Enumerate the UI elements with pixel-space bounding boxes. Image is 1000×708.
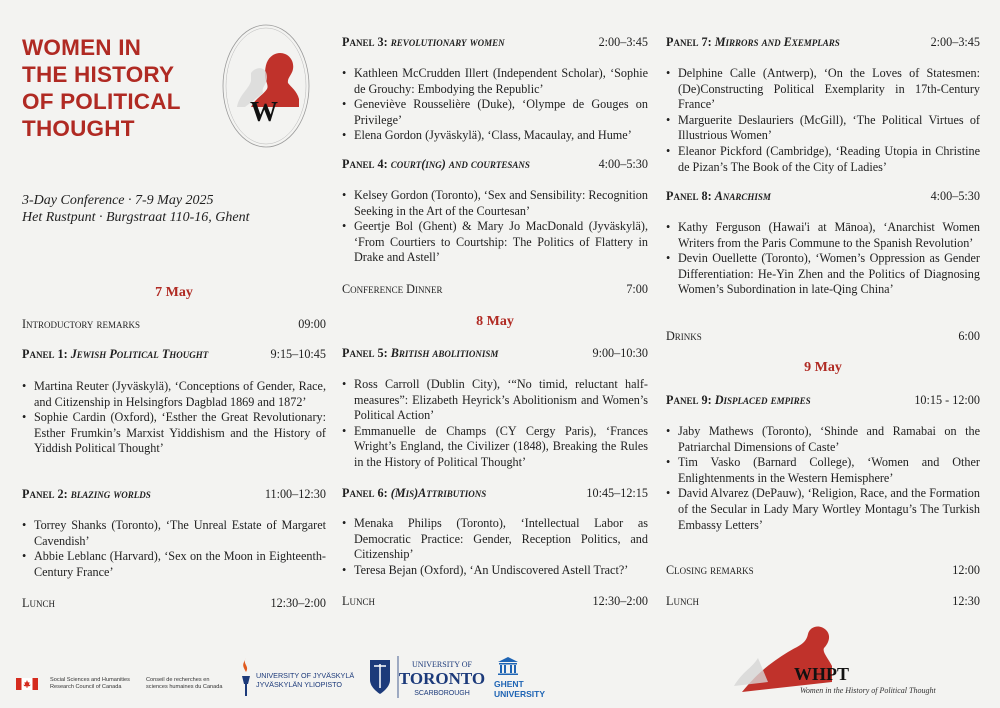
talk-item: • Marguerite Deslauriers (McGill), ‘The Political Virtues of Illustrious Women’ bbox=[666, 113, 980, 144]
panel-title: revolutionary women bbox=[390, 35, 505, 49]
panel-8-talks bbox=[666, 220, 980, 298]
toronto-line: TORONTO bbox=[398, 669, 486, 688]
talk-item: • Geertje Bol (Ghent) & Mary Jo MacDonald (Jyväskylä), ‘From Courtiers to Courtship: The Politics of Flattery in Drake and Astell’ bbox=[342, 219, 648, 266]
item-label: Lunch bbox=[342, 594, 375, 608]
ghent-building-icon bbox=[496, 656, 520, 676]
panel-title: Displaced empires bbox=[714, 393, 811, 407]
sshrc-name-fr bbox=[146, 677, 223, 691]
ghent-line: UNIVERSITY bbox=[494, 689, 546, 699]
panel-number: Panel 8: bbox=[666, 189, 715, 203]
conference-venue: Het Rustpunt · Burgstraat 110-16, Ghent bbox=[22, 210, 250, 225]
item-time: 09:00 bbox=[298, 317, 326, 331]
talk-item: • Geneviève Rousselière (Duke), ‘Olympe de Gouges on Privilege’ bbox=[342, 97, 648, 128]
panel-title: court(ing) and courtesans bbox=[390, 157, 530, 171]
panel-number: Panel 3: bbox=[342, 35, 391, 49]
talk-item: • Martina Reuter (Jyväskylä), ‘Conceptions of Gender, Race, and Citizenship in Helsingfors Dagblad 1869 and 1872’ bbox=[22, 379, 326, 410]
talk-item: • Devin Ouellette (Toronto), ‘Women’s Oppression as Gender Differentiation: He-Yin Zhen and the Politics of Diagnosing Women’s Subordination in late-Qing China’ bbox=[666, 251, 980, 298]
panel-heading-8 bbox=[666, 189, 980, 204]
schedule-item-closing bbox=[666, 563, 980, 578]
talk-item: • Jaby Mathews (Toronto), ‘Shinde and Ramabai on the Patriarchal Dimensions of Caste’ bbox=[666, 424, 980, 455]
ghent-logo bbox=[494, 656, 554, 702]
item-label: Lunch bbox=[22, 596, 55, 610]
talk-item: • Menaka Philips (Toronto), ‘Intellectual Labor as Democratic Practice: Gender, Reception Politics, and Citizenship’ bbox=[342, 516, 648, 563]
talk-item: • Delphine Calle (Antwerp), ‘On the Loves of Statesmen: (De)Constructing Political Exemplarity in 17th-Century France’ bbox=[666, 66, 980, 113]
item-time: 12:30–2:00 bbox=[592, 594, 648, 608]
panel-time: 4:00–5:30 bbox=[598, 157, 648, 171]
day-heading: 8 May bbox=[476, 314, 514, 329]
talk-item: • Torrey Shanks (Toronto), ‘The Unreal Estate of Margaret Cavendish’ bbox=[22, 518, 326, 549]
item-label: Closing remarks bbox=[666, 563, 754, 577]
panel-title: Anarchism bbox=[714, 189, 771, 203]
panel-heading-9 bbox=[666, 393, 980, 408]
item-label: Drinks bbox=[666, 329, 702, 343]
jyvaskyla-name bbox=[256, 671, 354, 689]
title-line: OF POLITICAL bbox=[22, 89, 181, 114]
sponsor-line: Conseil de recherches en bbox=[146, 677, 210, 683]
schedule-item-intro bbox=[22, 317, 326, 332]
schedule-item-lunch bbox=[666, 594, 980, 609]
item-time: 6:00 bbox=[958, 329, 980, 343]
panel-4-talks bbox=[342, 188, 648, 266]
talk-item: • Kelsey Gordon (Toronto), ‘Sex and Sensibility: Recognition Seeking in the Art of the Courtesan’ bbox=[342, 188, 648, 219]
conference-title bbox=[22, 34, 222, 142]
item-label: Introductory remarks bbox=[22, 317, 140, 331]
sponsor-line: Research Council of Canada bbox=[50, 684, 122, 690]
panel-3-talks bbox=[342, 66, 648, 144]
item-label: Lunch bbox=[666, 594, 699, 608]
talk-item: • Tim Vasko (Barnard College), ‘Women and Other Enlightenments in the Western Hemisphere’ bbox=[666, 455, 980, 486]
whpt-abbreviation: WHPT bbox=[794, 664, 850, 684]
whpt-emblem-logo bbox=[221, 23, 311, 149]
title-line: THE HISTORY bbox=[22, 62, 175, 87]
sponsor-line: UNIVERSITY OF JYVÄSKYLÄ bbox=[256, 671, 355, 680]
panel-heading-3 bbox=[342, 35, 648, 50]
ghent-line: GHENT bbox=[494, 679, 524, 689]
panel-number: Panel 9: bbox=[666, 393, 715, 407]
panel-7-talks bbox=[666, 66, 980, 175]
panel-number: Panel 7: bbox=[666, 35, 715, 49]
item-time: 7:00 bbox=[626, 282, 648, 296]
talk-item: • Elena Gordon (Jyväskylä), ‘Class, Macaulay, and Hume’ bbox=[342, 128, 648, 144]
panel-heading-4 bbox=[342, 157, 648, 172]
sponsor-line: JYVÄSKYLÄN YLIOPISTO bbox=[256, 680, 343, 689]
panel-title: Jewish Political Thought bbox=[70, 347, 209, 361]
panel-9-talks bbox=[666, 424, 980, 533]
panel-heading-5 bbox=[342, 346, 648, 361]
panel-title: blazing worlds bbox=[70, 487, 151, 501]
canada-flag-icon bbox=[16, 678, 38, 690]
sponsor-line: Social Sciences and Humanities bbox=[50, 677, 130, 683]
toronto-line: SCARBOROUGH bbox=[414, 690, 470, 697]
panel-number: Panel 2: bbox=[22, 487, 71, 501]
emblem-letter: W bbox=[250, 97, 278, 128]
panel-number: Panel 5: bbox=[342, 346, 391, 360]
talk-item: • Sophie Cardin (Oxford), ‘Esther the Great Revolutionary: Esther Frumkin’s Marxist Yiddishism and the History of Yiddish Political Thought’ bbox=[22, 410, 326, 457]
panel-heading-2 bbox=[22, 487, 326, 502]
whpt-footer-logo bbox=[728, 622, 988, 698]
sponsor-line: sciences humaines du Canada bbox=[146, 684, 223, 690]
title-line: THOUGHT bbox=[22, 116, 135, 141]
item-time: 12:30–2:00 bbox=[270, 596, 326, 610]
talk-item: • Eleanor Pickford (Cambridge), ‘Reading Utopia in Christine de Pizan’s The Book of the City of Ladies’ bbox=[666, 144, 980, 175]
panel-time: 2:00–3:45 bbox=[930, 35, 980, 49]
panel-6-talks bbox=[342, 516, 648, 578]
toronto-line: UNIVERSITY OF bbox=[412, 660, 472, 669]
talk-item: • Ross Carroll (Dublin City), ‘“No timid, reluctant half-measures”: Elizabeth Heyrick’s Abolitionism and Women’s Political Action’ bbox=[342, 377, 648, 424]
schedule-item-lunch bbox=[22, 596, 326, 611]
sshrc-name-en bbox=[50, 677, 130, 691]
conference-dates: 3-Day Conference · 7-9 May 2025 bbox=[22, 193, 214, 208]
panel-time: 9:00–10:30 bbox=[592, 346, 648, 360]
panel-number: Panel 1: bbox=[22, 347, 71, 361]
day-heading: 7 May bbox=[155, 285, 193, 300]
schedule-item-lunch bbox=[342, 594, 648, 609]
panel-5-talks bbox=[342, 377, 648, 471]
panel-time: 10:45–12:15 bbox=[586, 486, 648, 500]
talk-item: • Abbie Leblanc (Harvard), ‘Sex on the Moon in Eighteenth-Century France’ bbox=[22, 549, 326, 580]
panel-number: Panel 4: bbox=[342, 157, 391, 171]
panel-heading-6 bbox=[342, 486, 648, 501]
item-time: 12:00 bbox=[952, 563, 980, 577]
panel-2-talks bbox=[22, 518, 326, 580]
talk-item: • Teresa Bejan (Oxford), ‘An Undiscovered Astell Tract?’ bbox=[342, 563, 648, 579]
schedule-item-drinks bbox=[666, 329, 980, 344]
talk-item: • Kathleen McCrudden Illert (Independent Scholar), ‘Sophie de Grouchy: Embodying the Republic’ bbox=[342, 66, 648, 97]
panel-title: British abolitionism bbox=[390, 346, 499, 360]
item-label: Conference Dinner bbox=[342, 282, 443, 296]
day-heading: 9 May bbox=[804, 360, 842, 375]
conference-details bbox=[22, 192, 250, 226]
panel-time: 4:00–5:30 bbox=[930, 189, 980, 203]
item-time: 12:30 bbox=[952, 594, 980, 608]
title-line: WOMEN IN bbox=[22, 35, 142, 60]
talk-item: • Kathy Ferguson (Hawai'i at Mānoa), ‘Anarchist Women Writers from the Paris Commune to the Spanish Revolution’ bbox=[666, 220, 980, 251]
panel-time: 2:00–3:45 bbox=[598, 35, 648, 49]
panel-title: Mirrors and Exemplars bbox=[714, 35, 840, 49]
panel-title: (Mis)Attributions bbox=[390, 486, 487, 500]
panel-number: Panel 6: bbox=[342, 486, 391, 500]
panel-time: 11:00–12:30 bbox=[264, 487, 326, 501]
talk-item: • Emmanuelle de Champs (CY Cergy Paris), ‘Frances Wright’s England, the Civilizer (1848), Breaking the Rules in the History of Political Thought’ bbox=[342, 424, 648, 471]
panel-time: 10:15 - 12:00 bbox=[914, 393, 980, 407]
panel-heading-1 bbox=[22, 347, 326, 362]
talk-item: • David Alvarez (DePauw), ‘Religion, Race, and the Formation of the Secular in Lady Mary Wortley Montagu’s The Turkish Embassy Letters’ bbox=[666, 486, 980, 533]
whpt-full-name: Women in the History of Political Thought bbox=[800, 686, 936, 695]
panel-time: 9:15–10:45 bbox=[270, 347, 326, 361]
panel-heading-7 bbox=[666, 35, 980, 50]
panel-1-talks bbox=[22, 379, 326, 457]
schedule-item-dinner bbox=[342, 282, 648, 297]
toronto-logo bbox=[366, 652, 486, 702]
